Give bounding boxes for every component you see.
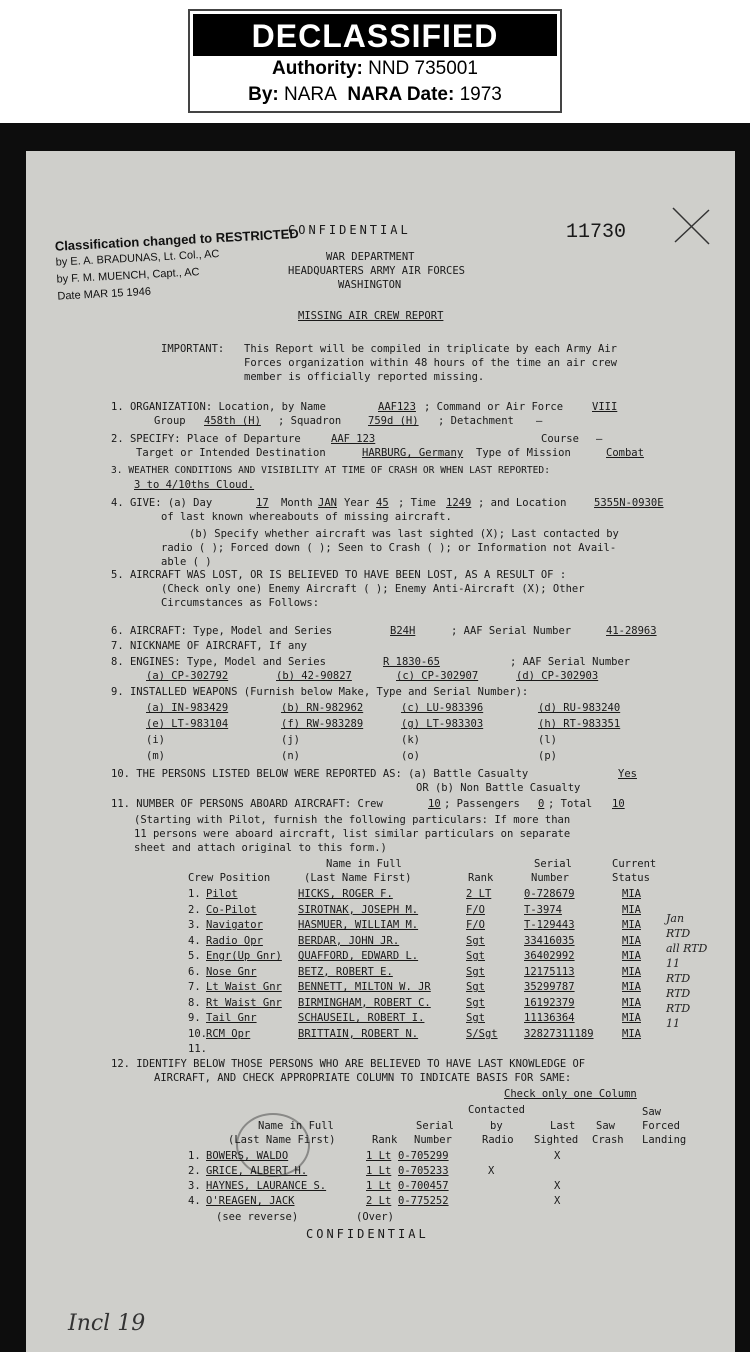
crew-row-rank: 2 LT	[466, 888, 492, 900]
crew-row-serial: 0-728679	[524, 888, 575, 900]
weapon-d: (d) RU-983240	[538, 702, 621, 714]
weapon-i: (i)	[146, 734, 165, 746]
declassified-banner	[188, 9, 562, 113]
s7-label: 7. NICKNAME OF AIRCRAFT, If any	[111, 640, 307, 652]
s10-yes: Yes	[618, 768, 637, 780]
s1-location: AAF123	[378, 401, 416, 413]
s12-header-crash-2: Crash	[592, 1134, 624, 1146]
s11-total: 10	[612, 798, 625, 810]
s4-year: 45	[376, 497, 389, 509]
crew-row-status: MIA	[622, 965, 641, 978]
s2-label: 2. SPECIFY: Place of Departure	[111, 433, 301, 445]
crew-row-status: MIA	[622, 919, 641, 931]
s12-header-serial-2: Number	[414, 1134, 452, 1146]
crew-row-serial: 32827311189	[524, 1027, 594, 1040]
witness-row-number: 1.	[188, 1150, 201, 1162]
s4-year-label: Year	[344, 497, 370, 509]
s12-header-forced-1: Saw	[642, 1106, 661, 1118]
crew-row-position: Pilot	[206, 888, 238, 900]
header-washington: WASHINGTON	[338, 279, 402, 291]
header-hq: HEADQUARTERS ARMY AIR FORCES	[288, 265, 466, 277]
authority-label: Authority:	[272, 58, 363, 79]
witness-row-rank: 1 Lt	[366, 1180, 392, 1192]
weapon-j: (j)	[281, 734, 300, 746]
s4-day: 17	[256, 497, 269, 509]
crew-row-position: RCM Opr	[206, 1027, 251, 1040]
stamp-line-4: Date MAR 15 1946	[57, 285, 152, 303]
weapon-a: (a) IN-983429	[146, 702, 229, 714]
weapon-c: (c) LU-983396	[401, 702, 484, 714]
date-value: 1973	[459, 84, 502, 105]
crew-row-number: 11.	[188, 1043, 207, 1055]
weapon-p: (p)	[538, 750, 557, 762]
s12-header-name-2: (Last Name First)	[228, 1134, 336, 1146]
s4-specify: (b) Specify whether aircraft was last sighted (X); Last contacted by	[189, 528, 619, 540]
witness-row-name: O'REAGEN, JACK	[206, 1195, 295, 1207]
s6-serial-label: ; AAF Serial Number	[451, 625, 572, 637]
s6-label: 6. AIRCRAFT: Type, Model and Series	[111, 625, 333, 637]
crew-row-position: Navigator	[206, 919, 263, 931]
s2-target-label: Target or Intended Destination	[136, 447, 326, 459]
crew-row-status: MIA	[622, 934, 641, 947]
s3-label: 3. WEATHER CONDITIONS AND VISIBILITY AT TIME OF CRASH OR WHEN LAST REPORTED:	[111, 465, 550, 476]
see-reverse: (see reverse)	[216, 1211, 299, 1223]
witness-row-radio: X	[488, 1165, 495, 1177]
s4-give: 4. GIVE: (a) Day	[111, 497, 213, 509]
stamp-line-1: Classification changed to RESTRICTED	[54, 225, 300, 254]
crew-header-serial-2: Number	[531, 872, 569, 884]
crew-row-number: 5.	[188, 950, 201, 962]
important-label: IMPORTANT:	[161, 343, 225, 355]
weapon-o: (o)	[401, 750, 420, 762]
form-title: MISSING AIR CREW REPORT	[298, 310, 444, 322]
s11-passengers: 0	[538, 798, 545, 810]
s12-header-crash-1: Saw	[596, 1120, 615, 1132]
s4-time-label: ; Time	[398, 497, 436, 509]
s2-course: —	[596, 433, 603, 445]
classification-top: CONFIDENTIAL	[288, 223, 411, 237]
s12-header-contacted-1: Contacted	[468, 1104, 525, 1116]
s6-type: B24H	[390, 625, 416, 637]
banner-by	[190, 82, 560, 108]
witness-row-serial: 0-705233	[398, 1165, 449, 1177]
crew-row-name: SIROTNAK, JOSEPH M.	[298, 903, 419, 916]
crew-row-name: BENNETT, MILTON W. JR	[298, 981, 431, 993]
s9-label: 9. INSTALLED WEAPONS (Furnish below Make, Type and Serial Number):	[111, 686, 529, 698]
witness-row-number: 2.	[188, 1165, 201, 1177]
s5-circumstances: Circumstances as Follows:	[161, 597, 320, 609]
crew-row-rank: Sgt	[466, 950, 485, 962]
s4-month: JAN	[318, 497, 337, 509]
crew-row-status: MIA	[622, 888, 641, 900]
authority-value: NND 735001	[368, 58, 478, 79]
x-mark-icon	[671, 206, 711, 246]
s4-able: able ( )	[161, 556, 212, 568]
crew-row-name: BRITTAIN, ROBERT N.	[298, 1027, 419, 1040]
witness-row-sighted: X	[554, 1180, 561, 1192]
crew-row-rank: Sgt	[466, 981, 485, 993]
s2-mission: Combat	[606, 447, 644, 459]
weapon-g: (g) LT-983303	[401, 718, 484, 730]
s2-departure: AAF 123	[331, 433, 376, 445]
crew-row-name: BIRMINGHAM, ROBERT C.	[298, 996, 431, 1009]
s11-passengers-label: ; Passengers	[444, 798, 520, 810]
important-line-3: member is officially reported missing.	[244, 371, 485, 383]
crew-row-position: Tail Gnr	[206, 1012, 257, 1024]
s8-type: R 1830-65	[383, 656, 440, 668]
crew-header-position: Crew Position	[188, 872, 271, 884]
s4-time: 1249	[446, 497, 472, 509]
s6-serial: 41-28963	[606, 625, 657, 637]
s11-label: 11. NUMBER OF PERSONS ABOARD AIRCRAFT: Crew	[111, 798, 383, 810]
important-line-2: Forces organization within 48 hours of the time an air crew	[244, 357, 617, 369]
s11-note-1: (Starting with Pilot, furnish the following particulars: If more than	[134, 814, 571, 826]
s10-label: 10. THE PERSONS LISTED BELOW WERE REPORTED AS: (a) Battle Casualty	[111, 768, 529, 780]
s12-header-sighted-1: Last	[550, 1120, 576, 1132]
crew-row-position: Rt Waist Gnr	[206, 996, 282, 1009]
by-value: NARA	[284, 84, 337, 105]
s1-squadron: 759d (H)	[368, 415, 419, 427]
s1-squadron-label: ; Squadron	[278, 415, 342, 427]
crew-row-rank: S/Sgt	[466, 1027, 498, 1040]
crew-row-status: MIA	[622, 1027, 641, 1040]
crew-header-status-1: Current	[612, 858, 657, 870]
s12-label: 12. IDENTIFY BELOW THOSE PERSONS WHO ARE BELIEVED TO HAVE LAST KNOWLEDGE OF	[111, 1058, 586, 1070]
s12-header-forced-2: Forced	[642, 1120, 680, 1132]
crew-row-status: MIA	[622, 981, 641, 993]
crew-row-number: 4.	[188, 934, 201, 947]
s12-header-contacted-2: by	[490, 1120, 503, 1132]
crew-row-rank: F/O	[466, 903, 485, 916]
s10-non-battle: OR (b) Non Battle Casualty	[416, 782, 581, 794]
crew-row-serial: 35299787	[524, 981, 575, 993]
crew-row-name: QUAFFORD, EDWARD L.	[298, 950, 419, 962]
witness-row-rank: 1 Lt	[366, 1165, 392, 1177]
s1-command-label: ; Command or Air Force	[424, 401, 564, 413]
crew-row-rank: Sgt	[466, 996, 485, 1009]
crew-header-name-1: Name in Full	[326, 858, 402, 870]
s1-command: VIII	[592, 401, 618, 413]
crew-row-position: Radio Opr	[206, 934, 263, 947]
crew-header-status-2: Status	[612, 872, 650, 884]
s8-engine-b: (b) 42-90827	[276, 670, 352, 682]
s12-check-one: Check only one Column	[504, 1088, 637, 1100]
weapon-m: (m)	[146, 750, 165, 762]
witness-row-number: 3.	[188, 1180, 201, 1192]
crew-row-rank: Sgt	[466, 965, 485, 978]
header-war-department: WAR DEPARTMENT	[326, 251, 415, 263]
s8-label: 8. ENGINES: Type, Model and Series	[111, 656, 326, 668]
witness-row-sighted: X	[554, 1150, 561, 1162]
scanned-document	[0, 123, 750, 1352]
crew-row-status: MIA	[622, 996, 641, 1009]
witness-row-number: 4.	[188, 1195, 201, 1207]
s2-mission-label: Type of Mission	[476, 447, 571, 459]
s12-header-serial-1: Serial	[416, 1120, 454, 1132]
crew-row-status: MIA	[622, 950, 641, 962]
important-line-1: This Report will be compiled in triplicate by each Army Air	[244, 343, 617, 355]
crew-row-number: 10.	[188, 1027, 207, 1040]
weapon-b: (b) RN-982962	[281, 702, 364, 714]
crew-row-serial: 16192379	[524, 996, 575, 1009]
s11-note-2: 11 persons were aboard aircraft, list similar particulars on separate	[134, 828, 571, 840]
s8-serial-label: ; AAF Serial Number	[510, 656, 631, 668]
s5-check: (Check only one) Enemy Aircraft ( ); Enemy Anti-Aircraft (X); Other	[161, 583, 585, 595]
stamp-line-2: by E. A. BRADUNAS, Lt. Col., AC	[55, 248, 220, 269]
weapon-n: (n)	[281, 750, 300, 762]
s8-engine-c: (c) CP-302907	[396, 670, 479, 682]
reclassification-stamp	[54, 224, 312, 305]
s1-group-label: Group	[154, 415, 186, 427]
witness-row-rank: 2 Lt	[366, 1195, 392, 1207]
crew-row-serial: T-129443	[524, 919, 575, 931]
s11-total-label: ; Total	[548, 798, 593, 810]
handwritten-status-notes: Jan RTD all RTD 11 RTD RTD RTD 11	[666, 912, 708, 1030]
crew-header-name-2: (Last Name First)	[304, 872, 412, 884]
crew-row-name: SCHAUSEIL, ROBERT I.	[298, 1012, 425, 1024]
s1-group: 458th (H)	[204, 415, 261, 427]
witness-row-rank: 1 Lt	[366, 1150, 392, 1162]
crew-row-number: 8.	[188, 996, 201, 1009]
witness-row-name: BOWERS, WALDO	[206, 1150, 289, 1162]
crew-row-rank: Sgt	[466, 1012, 485, 1024]
crew-row-status: MIA	[622, 1012, 641, 1024]
s5-label: 5. AIRCRAFT WAS LOST, OR IS BELIEVED TO HAVE BEEN LOST, AS A RESULT OF :	[111, 569, 567, 581]
crew-row-status: MIA	[622, 903, 641, 916]
s4-location-label: ; and Location	[478, 497, 567, 509]
s1-detachment-label: ; Detachment	[438, 415, 514, 427]
crew-row-number: 9.	[188, 1012, 201, 1024]
weapon-h: (h) RT-983351	[538, 718, 621, 730]
s8-engine-a: (a) CP-302792	[146, 670, 229, 682]
weapon-e: (e) LT-983104	[146, 718, 229, 730]
stamp-line-3: by F. M. MUENCH, Capt., AC	[56, 266, 200, 286]
crew-row-name: BERDAR, JOHN JR.	[298, 934, 400, 947]
crew-row-position: Nose Gnr	[206, 965, 257, 978]
s12-header-name-1: Name in Full	[258, 1120, 334, 1132]
s1-label: 1. ORGANIZATION: Location, by Name	[111, 401, 326, 413]
s3-value: 3 to 4/10ths Cloud.	[134, 479, 255, 491]
crew-row-serial: 36402992	[524, 950, 575, 962]
crew-row-position: Lt Waist Gnr	[206, 981, 282, 993]
weapon-f: (f) RW-983289	[281, 718, 364, 730]
witness-row-name: GRICE, ALBERT H.	[206, 1165, 308, 1177]
s4-whereabouts: of last known whereabouts of missing aircraft.	[161, 511, 452, 523]
witness-row-serial: 0-705299	[398, 1150, 449, 1162]
by-label: By:	[248, 84, 279, 105]
crew-row-rank: F/O	[466, 919, 485, 931]
date-label: NARA Date:	[347, 84, 455, 105]
weapon-k: (k)	[401, 734, 420, 746]
crew-row-number: 2.	[188, 903, 201, 916]
crew-row-position: Co-Pilot	[206, 903, 257, 916]
crew-row-number: 1.	[188, 888, 201, 900]
crew-row-number: 7.	[188, 981, 201, 993]
crew-row-serial: 11136364	[524, 1012, 575, 1024]
banner-title: DECLASSIFIED	[193, 14, 557, 56]
crew-row-rank: Sgt	[466, 934, 485, 947]
crew-row-serial: 12175113	[524, 965, 575, 978]
document-number: 11730	[566, 221, 627, 244]
s2-target: HARBURG, Germany	[362, 447, 464, 459]
s11-crew: 10	[428, 798, 441, 810]
s8-engine-d: (d) CP-302903	[516, 670, 599, 682]
s12-header-forced-3: Landing	[642, 1134, 687, 1146]
s12-header-rank: Rank	[372, 1134, 398, 1146]
classification-bottom: CONFIDENTIAL	[306, 1227, 429, 1241]
s4-radio: radio ( ); Forced down ( ); Seen to Crash ( ); or Information not Avail-	[161, 542, 617, 554]
crew-row-serial: 33416035	[524, 934, 575, 947]
crew-row-position: Engr(Up Gnr)	[206, 950, 282, 962]
crew-header-serial-1: Serial	[534, 858, 572, 870]
s2-course-label: Course	[541, 433, 579, 445]
s4-month-label: Month	[281, 497, 313, 509]
witness-row-serial: 0-775252	[398, 1195, 449, 1207]
crew-header-rank: Rank	[468, 872, 494, 884]
weapon-l: (l)	[538, 734, 557, 746]
s12-label-2: AIRCRAFT, AND CHECK APPROPRIATE COLUMN TO INDICATE BASIS FOR SAME:	[154, 1072, 572, 1084]
banner-authority	[190, 56, 560, 82]
witness-row-name: HAYNES, LAURANCE S.	[206, 1180, 327, 1192]
crew-row-number: 3.	[188, 919, 201, 931]
over-note: (Over)	[356, 1211, 394, 1223]
witness-row-serial: 0-700457	[398, 1180, 449, 1192]
s12-header-contacted-3: Radio	[482, 1134, 514, 1146]
s1-detachment: —	[536, 415, 543, 427]
crew-row-name: HASMUER, WILLIAM M.	[298, 919, 419, 931]
crew-row-number: 6.	[188, 965, 201, 978]
handwritten-inclosure-note: Incl 19	[68, 1311, 146, 1336]
crew-row-name: HICKS, ROGER F.	[298, 888, 393, 900]
crew-row-name: BETZ, ROBERT E.	[298, 965, 393, 978]
s12-header-sighted-2: Sighted	[534, 1134, 579, 1146]
s4-location: 5355N-0930E	[594, 497, 664, 509]
crew-row-serial: T-3974	[524, 903, 562, 916]
form-page	[26, 151, 735, 1352]
s11-note-3: sheet and attach original to this form.)	[134, 842, 387, 854]
witness-row-sighted: X	[554, 1195, 561, 1207]
